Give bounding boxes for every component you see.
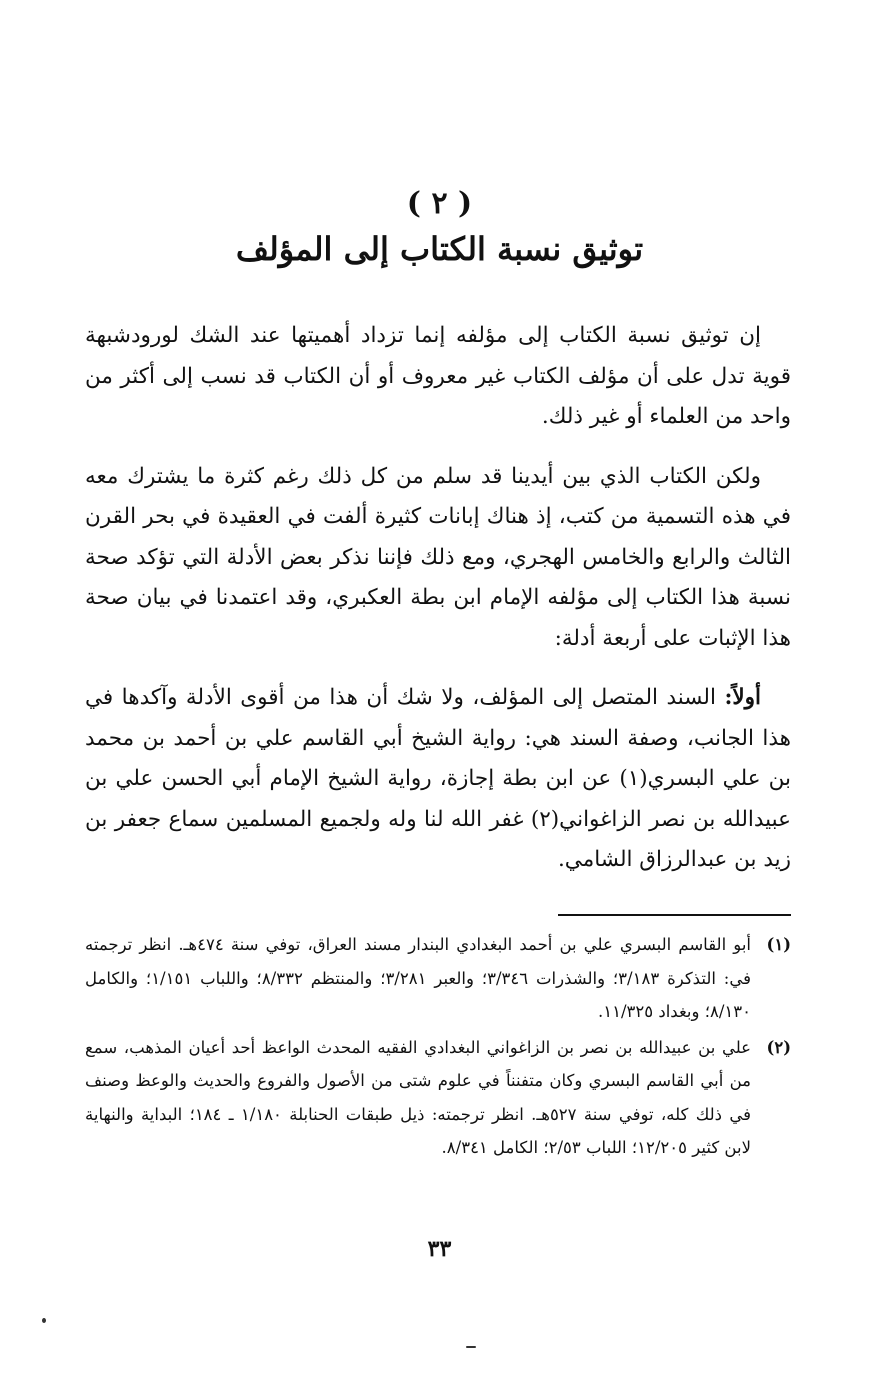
footnote-1 (85, 928, 791, 1029)
page-number: ٣٣ (427, 1236, 452, 1262)
footnotes (85, 928, 791, 1167)
footnote-2-text: علي بن عبيدالله بن نصر بن الزاغواني البغدادي الفقيه المحدث الواعظ أحد أعيان المذهب، سمع من أبي القاسم البسري وكان متفنناً في علوم شتى من الأصول والفروع والحديث والوعظ وصنف في ذلك كله، توفي سنة ٥٢٧هـ. انظر ترجمته: ذيل طبقات الحنابلة ١/١٨٠ ـ ١٨٤؛ البداية والنهاية لابن كثير ١٢/٢٠٥؛ اللباب ٢/٥٣؛ الكامل ٨/٣٤١. (85, 1037, 751, 1157)
chapter-number: ( ٢ ) (406, 186, 473, 221)
footnote-divider (558, 914, 791, 916)
scan-speck (42, 1318, 46, 1323)
chapter-title: توثيق نسبة الكتاب إلى المؤلف (235, 230, 644, 268)
scan-speck (466, 1346, 476, 1348)
footnote-2 (85, 1031, 791, 1165)
paragraph-point-one (85, 678, 791, 881)
main-text (85, 316, 791, 900)
point-one-lead: أولاً: (724, 685, 761, 710)
paragraph-context: ولكن الكتاب الذي بين أيدينا قد سلم من كل ذلك رغم كثرة ما يشترك معه في هذه التسمية من كتب، إذ هناك إبانات كثيرة ألفت في العقيدة في بحر القرن الثالث والرابع والخامس الهجري، ومع ذلك فإننا نذكر بعض الأدلة التي تؤكد صحة نسبة هذا الكتاب إلى مؤلفه الإمام ابن بطة العكبري، وقد اعتمدنا في بيان صحة هذا الإثبات على أربعة أدلة: (85, 463, 791, 651)
footnote-1-number: (١) (766, 935, 791, 954)
footnote-2-number: (٢) (766, 1037, 791, 1057)
paragraph-intro: إن توثيق نسبة الكتاب إلى مؤلفه إنما تزداد أهميتها عند الشك لورودشبهة قوية تدل على أن مؤلف الكتاب غير معروف أو أن الكتاب قد نسب إلى أكثر من واحد من العلماء أو غير ذلك. (85, 323, 791, 429)
point-one-text: السند المتصل إلى المؤلف، ولا شك أن هذا من أقوى الأدلة وآكدها في هذا الجانب، وصفة السند هي: رواية الشيخ أبي القاسم علي بن أحمد بن محمد بن علي البسري(١) عن ابن بطة إجازة، رواية الشيخ الإمام أبي الحسن علي بن عبيدالله بن نصر الزاغواني(٢) غفر الله لنا وله ولجميع المسلمين سماع جعفر بن زيد بن عبدالرزاق الشامي. (85, 685, 792, 872)
footnote-1-text: أبو القاسم البسري علي بن أحمد البغدادي البندار مسند العراق، توفي سنة ٤٧٤هـ. انظر ترجمته في: التذكرة ٣/١٨٣؛ والشذرات ٣/٣٤٦؛ والعبر ٣/٢٨١؛ والمنتظم ٨/٣٣٢؛ واللباب ١/١٥١؛ والكامل ٨/١٣٠؛ وبغداد ١١/٣٢٥. (85, 935, 752, 1021)
